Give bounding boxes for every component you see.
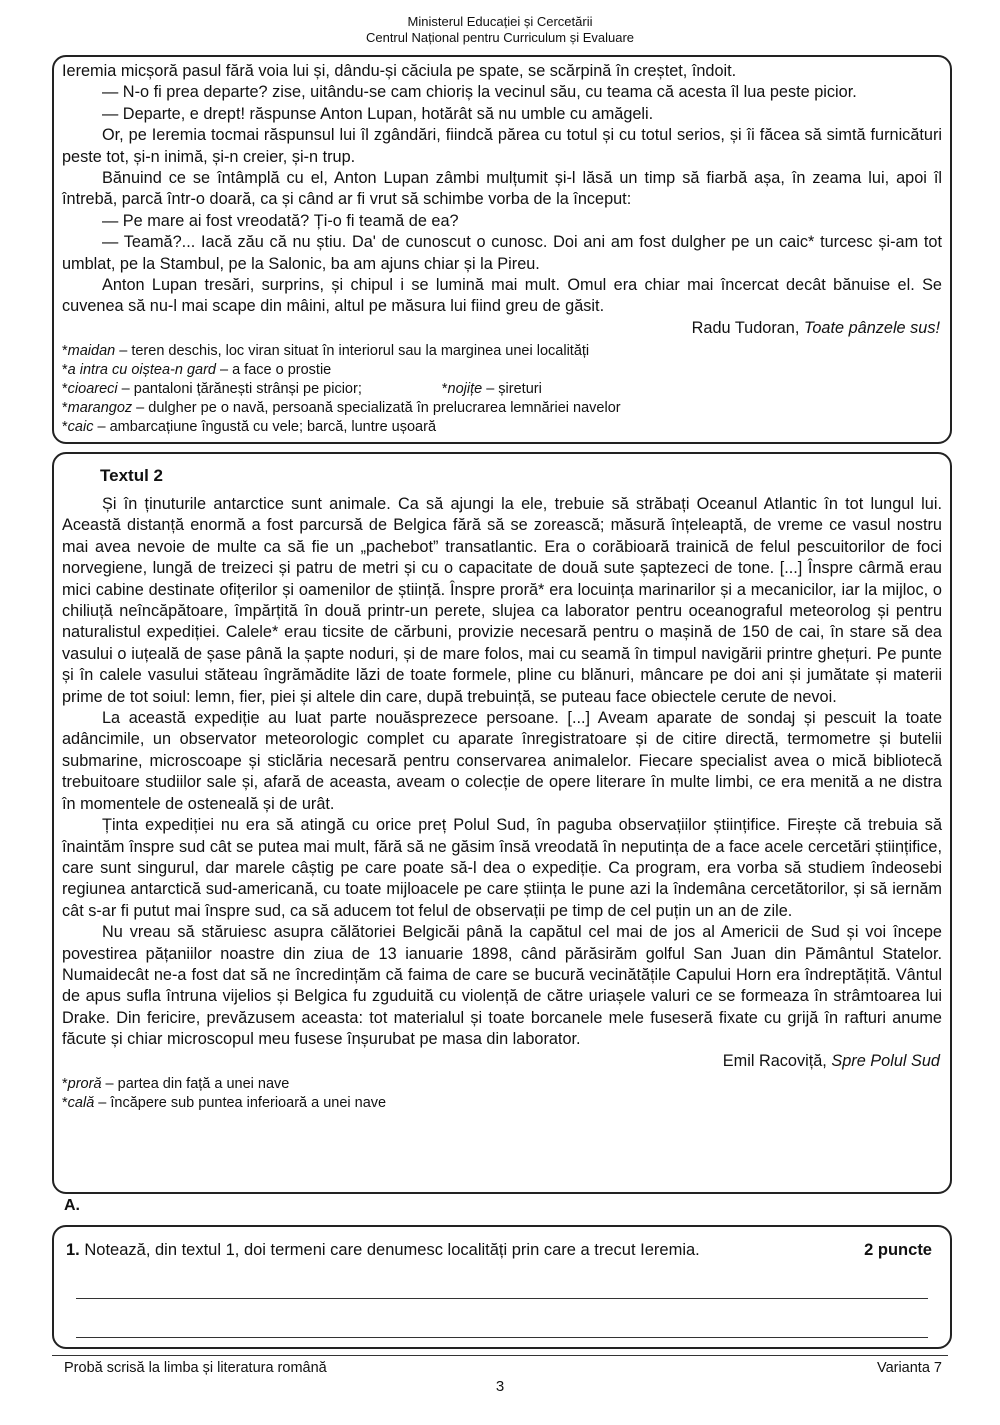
- text1-paragraph: — Teamă?... Iacă zău că nu știu. Da' de cunoscut o cunosc. Doi ani am fost dulgher pe un caic* turcesc și-am tot umblat, pe la Stambul, pe la Salonic, ba am ajuns chiar și la Pireu.: [62, 233, 942, 273]
- text2-footnotes: [62, 1075, 942, 1113]
- text1-paragraph: — Departe, e drept! răspunse Anton Lupan, hotărât să nu umble cu amăgeli.: [102, 104, 654, 123]
- text1-paragraph: — N-o fi prea departe? zise, uitându-se cam chioriș la vecinul său, cu teama că acesta îl lua peste picior.: [102, 83, 857, 102]
- question-box: [52, 1225, 952, 1349]
- footnote: *marangoz – dulgher pe o navă, persoană specializată în prelucrarea lemnăriei navelor: [62, 400, 621, 417]
- text1-paragraph: Bănuind ce se întâmplă cu el, Anton Lupan zâmbi mulțumit și-l lăsă un timp să fiarbă așa, în zeama lui, apoi îl întrebă, parcă într-o doară, ca și când ar fi vrut să schimbe vorba de la început:: [62, 169, 942, 209]
- text2-source: [62, 1051, 942, 1072]
- page-number: 3: [495, 1378, 505, 1395]
- author-name: Emil Racoviță,: [722, 1051, 827, 1070]
- text1-paragraph: Anton Lupan tresări, surprins, și chipul i se lumină mai mult. Omul era chiar mai încercat decât bănuise el. Se cuvenea să nu-l mai scape din mâini, altul pe măsura lui fiind greu de găsit.: [62, 276, 942, 316]
- footnote: *a intra cu oiștea-n gard – a face o prostie: [62, 362, 332, 379]
- footnote: *maidan – teren deschis, loc viran situat în interiorul sau la marginea unei localități: [62, 343, 590, 360]
- answer-line[interactable]: [76, 1299, 928, 1338]
- section-label: A.: [64, 1197, 80, 1214]
- text2-paragraph: Și în ținuturile antarctice sunt animale. Ca să ajungi la ele, trebuie să străbați Oceanul Atlantic în tot lungul lui. Această distanță enormă a fost parcursă de Belgica fără să se zorească; măsură înțeleaptă, de vreme ce vasul nostru mai avea nevoie de multe ca să fie un „pachebot” transatlantic. Era o corăbioară trainică de felul pescuitorilor de foci norvegiene, lungă de treizeci și patru de metri și cu o capacitate de două sute șaptezeci de tone. [...] Înspre cârmă erau mici cabine destinate ofițerilor și oamenilor de știință. Înspre proră* era locuința marinarilor și a mecanicilor, iar la mijloc, o chiliuță neîncăpătoare, împărțită în două printr-un perete, slujea ca laborator pentru oceanograful meteorolog și pentru naturalistul expediției. Calele* erau ticsite de cărbuni, provizie necesară pentru o mașină de 150 de cai, în stare să dea vasului o iuțeală de șase până la șapte noduri, și de mare folos, mai cu seamă în timpul navigării printre ghețuri. Pe punte și în calele vasului stăteau îngrămădite lăzi de toate formele, pline cu blănuri, mâncare pe doi ani și jumătate și materii prime de tot soiul: lemn, fier, piei și altele din care, după trebuință, se puteau face obiectele cerute de nevoi.: [62, 495, 942, 706]
- work-title: Toate pânzele sus!: [803, 318, 940, 337]
- question-text-wrap: [66, 1241, 700, 1260]
- answer-line[interactable]: [76, 1260, 928, 1299]
- footnote: *cioareci – pantaloni țărănești strânși pe picior; *nojițe – șireturi: [62, 381, 542, 398]
- text1-box: [52, 55, 952, 444]
- page-footer: [52, 1355, 948, 1376]
- footnote: *proră – partea din față a unei nave: [62, 1075, 290, 1092]
- text2-title: Textul 2: [100, 466, 163, 485]
- exam-name: Probă scrisă la limba și literatura română: [64, 1360, 327, 1376]
- question-number: 1.: [66, 1241, 80, 1259]
- center-name: Centrul Național pentru Curriculum și Evaluare: [365, 30, 635, 45]
- text1-paragraph: — Pe mare ai fost vreodată? Ți-o fi teamă de ea?: [102, 211, 459, 230]
- question-row: [66, 1241, 936, 1260]
- ministry-name: Ministerul Educației și Cercetării: [407, 14, 593, 29]
- text2-paragraph: La această expediție au luat parte nouăsprezece persoane. [...] Aveam aparate de sondaj și pescuit la toate adâncimile, un observator meteorologic complet cu aparate înregistratoare și de citire directă, termometre și butelii submarine, microscoape și sticlăria necesară pentru conservarea animalelor. Fiecare specialist avea o mică bibliotecă trebuitoare studiilor sale și, afară de aceasta, aveam o colecție de opere literare în multe limbi, ce era menită a ne distra în momentele de osteneală și de urât.: [62, 709, 942, 813]
- work-title: Spre Polul Sud: [831, 1051, 940, 1070]
- question-text: Notează, din textul 1, doi termeni care denumesc localități prin care a trecut Ieremia.: [84, 1241, 700, 1259]
- footnote: *cală – încăpere sub puntea inferioară a unei nave: [62, 1094, 387, 1111]
- page-header: [0, 14, 1000, 46]
- footnote: *caic – ambarcațiune îngustă cu vele; barcă, luntre ușoară: [62, 419, 437, 436]
- question-points: 2 puncte: [864, 1241, 932, 1259]
- text2-paragraph: Ținta expediției nu era să atingă cu orice preț Polul Sud, în paguba observațiilor științifice. Firește că trebuia să înaintăm înspre sud cât se putea mai mult, fără să ne găsim însă vreodată în neputința de a face acele cercetări științifice, care sunt singurul, dar marele câștig pe care poate să-l dea o expediție. Ca program, era vorba să studiem îndeosebi regiunea antarctică sud-americană, cu toate mijloacele pe care știința le pune azi la îndemâna cercetătorilor, și să iernăm cât s-ar fi putut mai înspre sud, ca să aducem tot felul de observații pe timp de cel puțin un an de zile.: [62, 816, 942, 920]
- text2-paragraph: Nu vreau să stăruiesc asupra călătoriei Belgicăi până la capătul cel mai de jos al Americii de Sud și voi începe povestirea pățaniilor noastre din ziua de 13 ianuarie 1898, când părăsirăm golful San Juan din Pământul Statelor. Numaidecât ne-a fost dat să ne încredințăm că faima de care se bucură vecinătățile Capului Horn era îndreptățită. Vântul de apus sufla întruna vijelios și Belgica fu zguduită cu violență de către uriașele valuri ce se formeaza în strâmtoarea lui Drake. Din fericire, prevăzusem aceasta: tot materialul și toate borcanele mele fuseseră fixate cu grijă în rafturi anume făcute și chiar microscopul meu fusese înșurubat pe masa din laborator.: [62, 923, 942, 1049]
- author-name: Radu Tudoran,: [691, 318, 800, 337]
- text1-source: [62, 318, 942, 339]
- text2-box: [52, 452, 952, 1194]
- text1-paragraph: Ieremia micșoră pasul fără voia lui și, dându-și căciula pe spate, se scărpină în creștet, îndoit.: [62, 62, 737, 80]
- variant-label: Varianta 7: [876, 1360, 942, 1376]
- text1-footnotes: [62, 342, 942, 437]
- text1-paragraph: Or, pe Ieremia tocmai răspunsul lui îl zgândări, fiindcă părea cu totul și cu totul serios, și îi făcea să simtă furnicături peste tot, și-n inimă, și-n creier, și-n trup.: [62, 126, 942, 166]
